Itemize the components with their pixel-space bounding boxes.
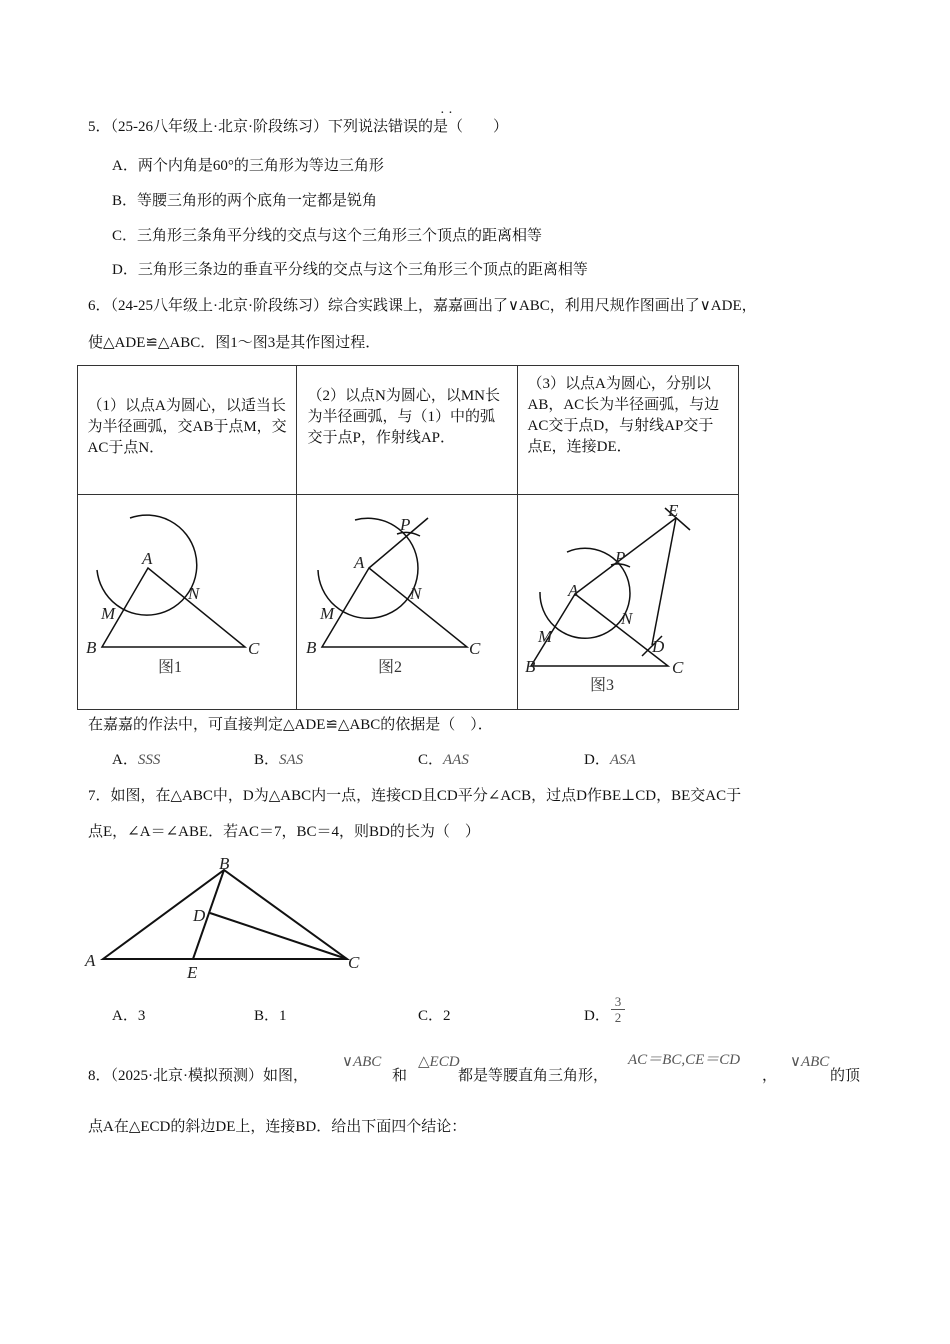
fig3-label-n: N (621, 609, 633, 628)
fig3-label-d: D (652, 637, 665, 656)
emphasis-dots: · · (440, 106, 453, 121)
option-value: ASA (609, 752, 636, 768)
q7-label-a: A (85, 951, 96, 970)
option-letter: B． (254, 752, 280, 768)
option-value: 1 (279, 1008, 287, 1024)
fraction-three-halves (611, 994, 625, 1025)
step-2-text: （2）以点N为圆心，以MN长为半径画弧，与（1）中的弧交于点P，作射线AP． (307, 387, 501, 446)
q6-stem-line1: 6．（24-25八年级上·北京·阶段练习）综合实践课上，嘉嘉画出了∨ABC，利用尺规作图画出了∨ADE， (88, 298, 757, 314)
fig3-caption: 图3 (590, 677, 615, 694)
fig1-label-b: B (86, 638, 97, 657)
fig1-label-c: C (248, 639, 260, 658)
option-letter: B． (254, 1008, 280, 1024)
fig2-label-m: M (320, 604, 335, 623)
q8-and: 和 (392, 1068, 408, 1084)
fig2-label-c: C (469, 639, 481, 658)
q7-stem-line2: 点E，∠A＝∠ABE．若AC＝7，BC＝4，则BD的长为（ ） (88, 824, 480, 840)
fig3-label-p: P (615, 548, 626, 567)
option-letter: D． (584, 1008, 610, 1024)
q7-label-d: D (193, 906, 206, 925)
q5-option-d[interactable]: D．三角形三条边的垂直平分线的交点与这个三角形三个顶点的距离相等 (112, 262, 588, 278)
fig1-label-n: N (188, 584, 200, 603)
fig3-label-b: B (525, 657, 536, 676)
figure-q7 (103, 870, 347, 959)
q7-stem-line1: 7．如图，在△ABC中，D为△ABC内一点，连接CD且CD平分∠ACB，过点D作BE⊥CD，BE交AC于 (88, 788, 742, 804)
fig3-label-m: M (538, 627, 553, 646)
q6-option-b[interactable] (254, 750, 303, 770)
q7-label-c: C (348, 953, 360, 972)
q8-comma: ， (762, 1068, 778, 1084)
fig2-label-n: N (410, 584, 422, 603)
q8-condition: AC＝BC,CE＝CD (628, 1052, 741, 1068)
q8-prefix: 8．（2025·北京·模拟预测）如图， (88, 1068, 308, 1084)
q6-option-c[interactable] (418, 750, 469, 770)
step-3-text: （3）以点A为圆心，分别以AB，AC长为半径画弧，与边AC交于点D，与射线AP交于点E，连接DE． (527, 375, 720, 455)
fig2-label-b: B (306, 638, 317, 657)
denominator: 2 (611, 1009, 625, 1025)
fig2-label-p: P (400, 515, 411, 534)
q6-option-d[interactable] (584, 750, 636, 770)
fig1-caption: 图1 (158, 659, 183, 676)
fig1-label-m: M (101, 604, 116, 623)
q6-option-a[interactable] (112, 750, 160, 770)
q7-label-b: B (219, 854, 230, 873)
q8-triangle-abc: ∨ABC (342, 1054, 382, 1070)
option-letter: D． (584, 752, 610, 768)
step-1-text: （1）以点A为圆心，以适当长为半径画弧，交AB于点M，交AC于点N． (87, 397, 287, 456)
q5-option-b[interactable]: B．等腰三角形的两个底角一定都是锐角 (112, 193, 378, 209)
fig2-caption: 图2 (378, 659, 403, 676)
fig3-label-c: C (672, 658, 684, 677)
q7-option-a[interactable] (112, 1006, 145, 1026)
option-letter: C． (418, 752, 444, 768)
option-letter: A． (112, 1008, 138, 1024)
q8-triangle-ecd: △ECD (418, 1054, 460, 1070)
option-value: 3 (137, 1008, 146, 1024)
fig2-label-a: A (354, 553, 365, 572)
q8-tail: 的顶 (830, 1068, 861, 1084)
q7-label-e: E (187, 963, 198, 982)
fig3-label-a: A (568, 581, 579, 600)
option-value: SSS (137, 752, 161, 768)
numerator: 3 (614, 994, 622, 1009)
option-letter: A． (112, 752, 138, 768)
q6-stem-line2: 使△ADE≌△ABC．图1～图3是其作图过程． (88, 335, 381, 351)
q7-option-c[interactable] (418, 1006, 451, 1026)
q8-mid: 都是等腰直角三角形， (458, 1068, 609, 1084)
option-value: SAS (279, 752, 304, 768)
fig1-label-a: A (142, 549, 153, 568)
option-value: 2 (443, 1008, 451, 1024)
q6-question: 在嘉嘉的作法中，可直接判定△ADE≌△ABC的依据是（ ）． (88, 717, 493, 733)
fig3-label-e: E (668, 501, 679, 520)
q7-option-b[interactable] (254, 1006, 287, 1026)
q8-stem-line2: 点A在△ECD的斜边DE上，连接BD．给出下面四个结论： (88, 1119, 467, 1135)
q5-option-c[interactable]: C．三角形三条角平分线的交点与这个三角形三个顶点的距离相等 (112, 228, 543, 244)
q5-option-a[interactable]: A．两个内角是60°的三角形为等边三角形 (112, 158, 384, 174)
q5-stem: 5．（25-26八年级上·北京·阶段练习）下列说法错误的是（ ） (88, 119, 508, 135)
option-value: AAS (443, 752, 469, 768)
q8-triangle-abc-2: ∨ABC (790, 1054, 830, 1070)
construction-table (77, 365, 739, 710)
q7-option-d[interactable] (584, 1006, 610, 1026)
option-letter: C． (418, 1008, 444, 1024)
